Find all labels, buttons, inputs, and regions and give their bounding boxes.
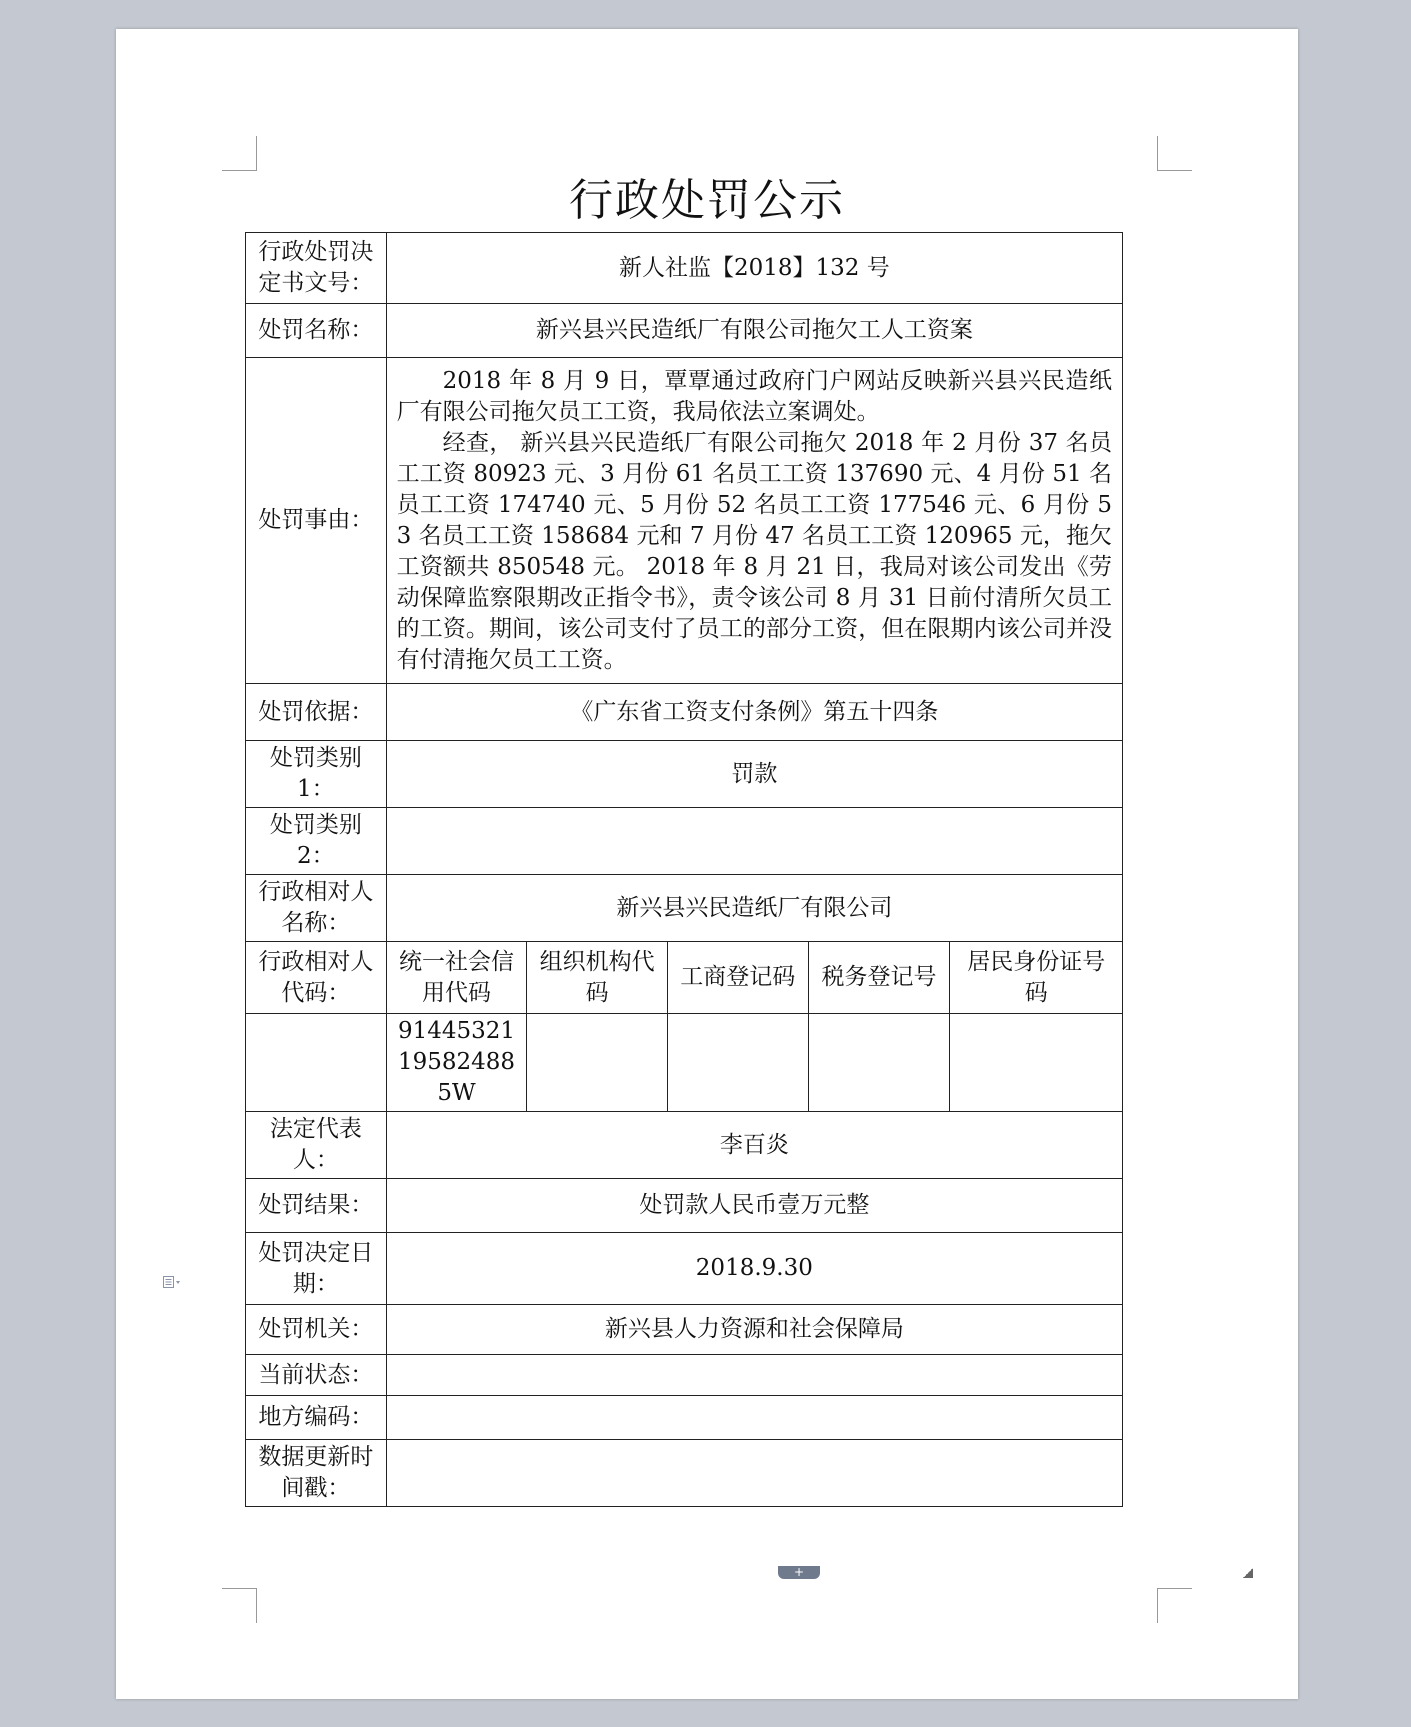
label-status[interactable]: 当前状态： <box>246 1355 387 1396</box>
table-row-local-code <box>246 1396 1123 1440</box>
crop-mark-top-right <box>1157 136 1192 171</box>
value-updated[interactable] <box>386 1440 1122 1507</box>
label-updated[interactable]: 数据更新时间戳： <box>246 1440 387 1507</box>
add-table-row-button[interactable] <box>778 1566 820 1579</box>
table-row-penalty-name <box>246 304 1123 358</box>
value-legal-rep[interactable]: 李百炎 <box>386 1112 1122 1179</box>
table-row-reason <box>246 358 1123 684</box>
table-row-party-code-values <box>246 1014 1123 1112</box>
document-title[interactable]: 行政处罚公示 <box>569 175 845 226</box>
crop-mark-top-left <box>222 136 257 171</box>
header-id-card-no[interactable]: 居民身份证号码 <box>950 942 1123 1014</box>
table-row-authority <box>246 1305 1123 1355</box>
table-row-result <box>246 1179 1123 1233</box>
table-row-status <box>246 1355 1123 1396</box>
value-local-code[interactable] <box>386 1396 1122 1440</box>
value-id-card-no[interactable] <box>950 1014 1123 1112</box>
value-category-1[interactable]: 罚款 <box>386 741 1122 808</box>
value-authority[interactable]: 新兴县人力资源和社会保障局 <box>386 1305 1122 1355</box>
label-category-2[interactable]: 处罚类别2： <box>246 808 387 875</box>
value-business-reg-code[interactable] <box>667 1014 808 1112</box>
value-decision-date[interactable]: 2018.9.30 <box>386 1233 1122 1305</box>
value-decision-no[interactable]: 新人社监【2018】132 号 <box>386 233 1122 304</box>
table-row-party-name <box>246 875 1123 942</box>
crop-mark-bottom-right <box>1157 1588 1192 1623</box>
paragraph-layout-icon[interactable] <box>163 1276 183 1292</box>
reason-paragraph-2: 经查， 新兴县兴民造纸厂有限公司拖欠 2018 年 2 月份 37 名员工工资 80923 元、3 月份 61 名员工工资 137690 元、4 月份 51 名员工工资 174740 元、5 月份 52 名员工工资 177546 元、6 月份 53 名员工工资 158684 元和 7 月份 47 名员工工资 120965 元，拖欠工资额共 850548 元。 2018 年 8 月 21 日，我局对该公司发出《劳动保障监察限期改正指令书》，责令该公司 8 月 31 日前付清所欠员工的工资。期间，该公司支付了员工的部分工资，但在限期内该公司并没有付清拖欠员工工资。 <box>396 429 1112 673</box>
crop-mark-bottom-left <box>222 1588 257 1623</box>
value-result[interactable]: 处罚款人民币壹万元整 <box>386 1179 1122 1233</box>
reason-paragraph-1: 2018 年 8 月 9 日，覃覃通过政府门户网站反映新兴县兴民造纸厂有限公司拖欠员工工资，我局依法立案调处。 <box>396 367 1112 425</box>
table-row-party-code-headers <box>246 942 1123 1014</box>
table-resize-handle-icon[interactable] <box>1243 1568 1253 1578</box>
label-party-code-empty[interactable] <box>246 1014 387 1112</box>
header-tax-reg-no[interactable]: 税务登记号 <box>808 942 950 1014</box>
value-org-code[interactable] <box>527 1014 668 1112</box>
label-decision-no[interactable]: 行政处罚决定书文号： <box>246 233 387 304</box>
value-credit-code[interactable]: 91445321195824885W <box>386 1014 527 1112</box>
value-tax-reg-no[interactable] <box>808 1014 950 1112</box>
header-business-reg-code[interactable]: 工商登记码 <box>667 942 808 1014</box>
label-party-code[interactable]: 行政相对人代码： <box>246 942 387 1014</box>
table-row-category-1 <box>246 741 1123 808</box>
value-status[interactable] <box>386 1355 1122 1396</box>
label-result[interactable]: 处罚结果： <box>246 1179 387 1233</box>
table-row-updated <box>246 1440 1123 1507</box>
table-row-basis <box>246 684 1123 741</box>
penalty-table[interactable] <box>245 232 1123 1507</box>
plus-icon: + <box>793 1565 805 1579</box>
label-authority[interactable]: 处罚机关： <box>246 1305 387 1355</box>
table-row-category-2 <box>246 808 1123 875</box>
table-row-decision-date <box>246 1233 1123 1305</box>
label-basis[interactable]: 处罚依据： <box>246 684 387 741</box>
label-decision-date[interactable]: 处罚决定日期： <box>246 1233 387 1305</box>
value-category-2[interactable] <box>386 808 1122 875</box>
document-page <box>116 29 1298 1699</box>
value-basis[interactable]: 《广东省工资支付条例》第五十四条 <box>386 684 1122 741</box>
label-legal-rep[interactable]: 法定代表人： <box>246 1112 387 1179</box>
label-local-code[interactable]: 地方编码： <box>246 1396 387 1440</box>
label-category-1[interactable]: 处罚类别1： <box>246 741 387 808</box>
label-party-name[interactable]: 行政相对人名称： <box>246 875 387 942</box>
value-party-name[interactable]: 新兴县兴民造纸厂有限公司 <box>386 875 1122 942</box>
table-row-legal-rep <box>246 1112 1123 1179</box>
header-org-code[interactable]: 组织机构代码 <box>527 942 668 1014</box>
table-row-decision-no <box>246 233 1123 304</box>
header-credit-code[interactable]: 统一社会信用代码 <box>386 942 527 1014</box>
label-penalty-name[interactable]: 处罚名称： <box>246 304 387 358</box>
value-penalty-name[interactable]: 新兴县兴民造纸厂有限公司拖欠工人工资案 <box>386 304 1122 358</box>
label-reason[interactable]: 处罚事由： <box>246 358 387 684</box>
value-reason[interactable] <box>386 358 1122 684</box>
